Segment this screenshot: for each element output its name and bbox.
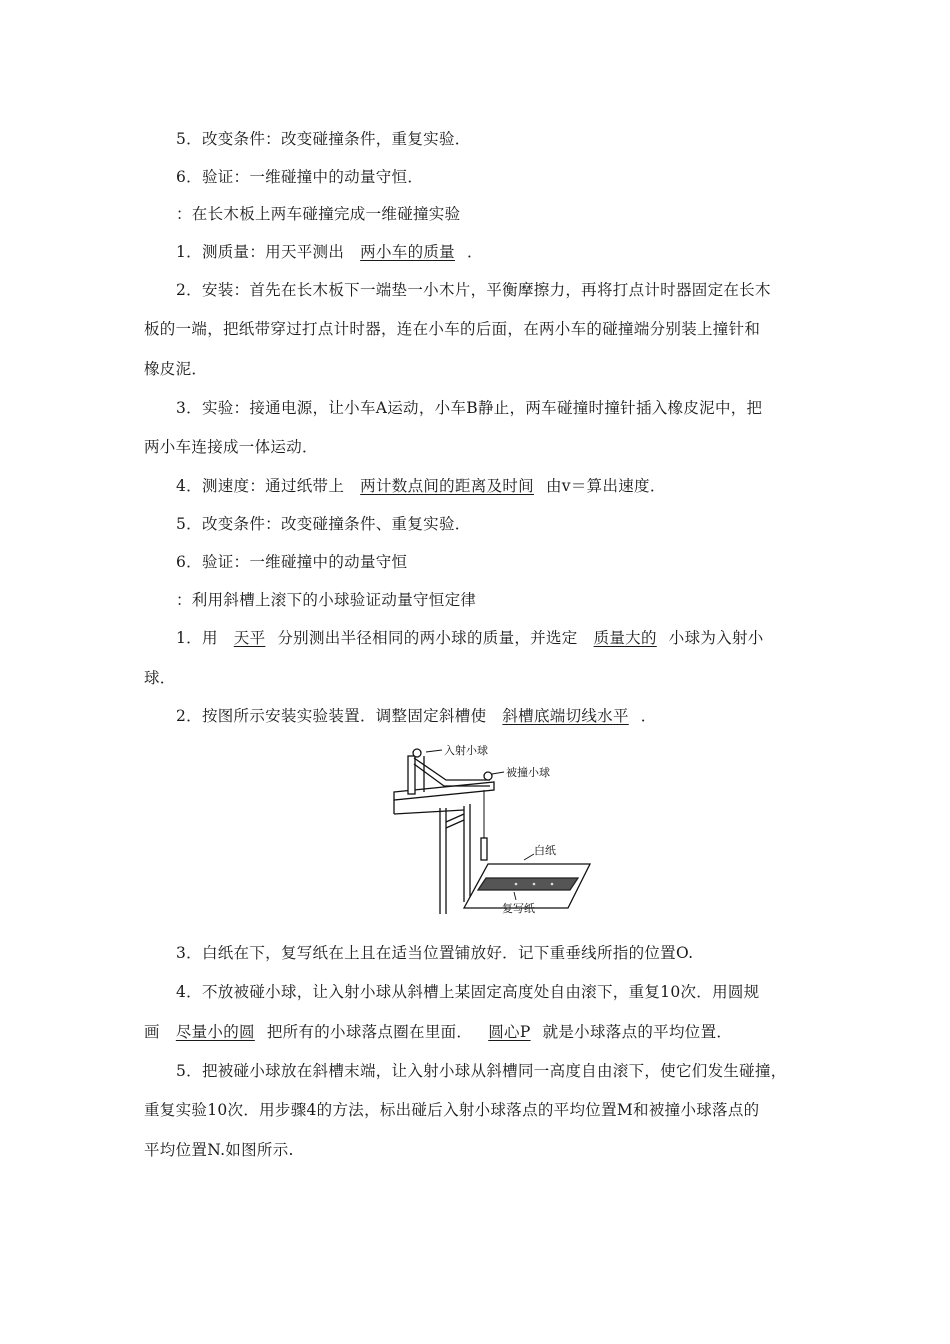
answer-blank: 圆心P bbox=[488, 1023, 531, 1041]
text-line: 橡皮泥． bbox=[144, 360, 208, 378]
text-line: 板的一端，把纸带穿过打点计时器，连在小车的后面，在两小车的碰撞端分别装上撞针和 bbox=[144, 320, 761, 338]
apparatus-diagram bbox=[384, 742, 604, 920]
apparatus-figure bbox=[384, 742, 604, 920]
label-target-ball: 被撞小球 bbox=[506, 766, 550, 779]
section-heading: ：在长木板上两车碰撞完成一维碰撞实验 bbox=[176, 205, 461, 223]
text-line: 6．验证：一维碰撞中的动量守恒 bbox=[176, 553, 408, 571]
text-line: 2．安装：首先在长木板下一端垫一小木片，平衡摩擦力，再将打点计时器固定在长木 bbox=[176, 281, 771, 299]
text-line: 两小车连接成一体运动． bbox=[144, 438, 318, 456]
label-incident-ball: 入射小球 bbox=[444, 744, 488, 757]
text-line: 球． bbox=[144, 669, 176, 687]
text-line: 4．不放被碰小球，让入射小球从斜槽上某固定高度处自由滚下，重复10次．用圆规 bbox=[176, 983, 760, 1001]
text-line: 4．测速度：通过纸带上 两计数点间的距离及时间 由v＝算出速度． bbox=[176, 477, 666, 495]
text-line: 5．改变条件：改变碰撞条件、重复实验． bbox=[176, 515, 471, 533]
answer-blank: 质量大的 bbox=[593, 629, 657, 647]
answer-blank: 尽量小的圆 bbox=[175, 1023, 255, 1041]
answer-blank: 天平 bbox=[233, 629, 266, 647]
text-line: 1．测质量：用天平测出 两小车的质量 ． bbox=[176, 243, 483, 261]
text-line: 2．按图所示安装实验装置．调整固定斜槽使 斜槽底端切线水平 ． bbox=[176, 707, 657, 725]
text-line: 3．实验：接通电源，让小车A运动，小车B静止，两车碰撞时撞针插入橡皮泥中，把 bbox=[176, 399, 763, 417]
text-line: 6．验证：一维碰撞中的动量守恒． bbox=[176, 168, 424, 186]
answer-blank: 两计数点间的距离及时间 bbox=[360, 477, 534, 495]
text-line: 5．改变条件：改变碰撞条件，重复实验． bbox=[176, 130, 471, 148]
text-line: 重复实验10次．用步骤4的方法，标出碰后入射小球落点的平均位置M和被撞小球落点的 bbox=[144, 1101, 760, 1119]
answer-blank: 斜槽底端切线水平 bbox=[502, 707, 629, 725]
section-heading: ：利用斜槽上滚下的小球验证动量守恒定律 bbox=[176, 591, 477, 609]
label-carbon-paper: 复写纸 bbox=[502, 902, 535, 915]
text-line: 5．把被碰小球放在斜槽末端，让入射小球从斜槽同一高度自由滚下，使它们发生碰撞， bbox=[176, 1062, 787, 1080]
text-line: 3．白纸在下，复写纸在上且在适当位置铺放好．记下重垂线所指的位置O. bbox=[176, 944, 694, 962]
label-white-paper: 白纸 bbox=[534, 844, 556, 857]
text-line: 1．用 天平 分别测出半径相同的两小球的质量，并选定 质量大的 小球为入射小 bbox=[176, 629, 764, 647]
text-line: 平均位置N.如图所示. bbox=[144, 1141, 294, 1159]
answer-blank: 两小车的质量 bbox=[360, 243, 455, 261]
text-line: 画 尽量小的圆 把所有的小球落点圈在里面． 圆心P 就是小球落点的平均位置． bbox=[144, 1023, 733, 1041]
